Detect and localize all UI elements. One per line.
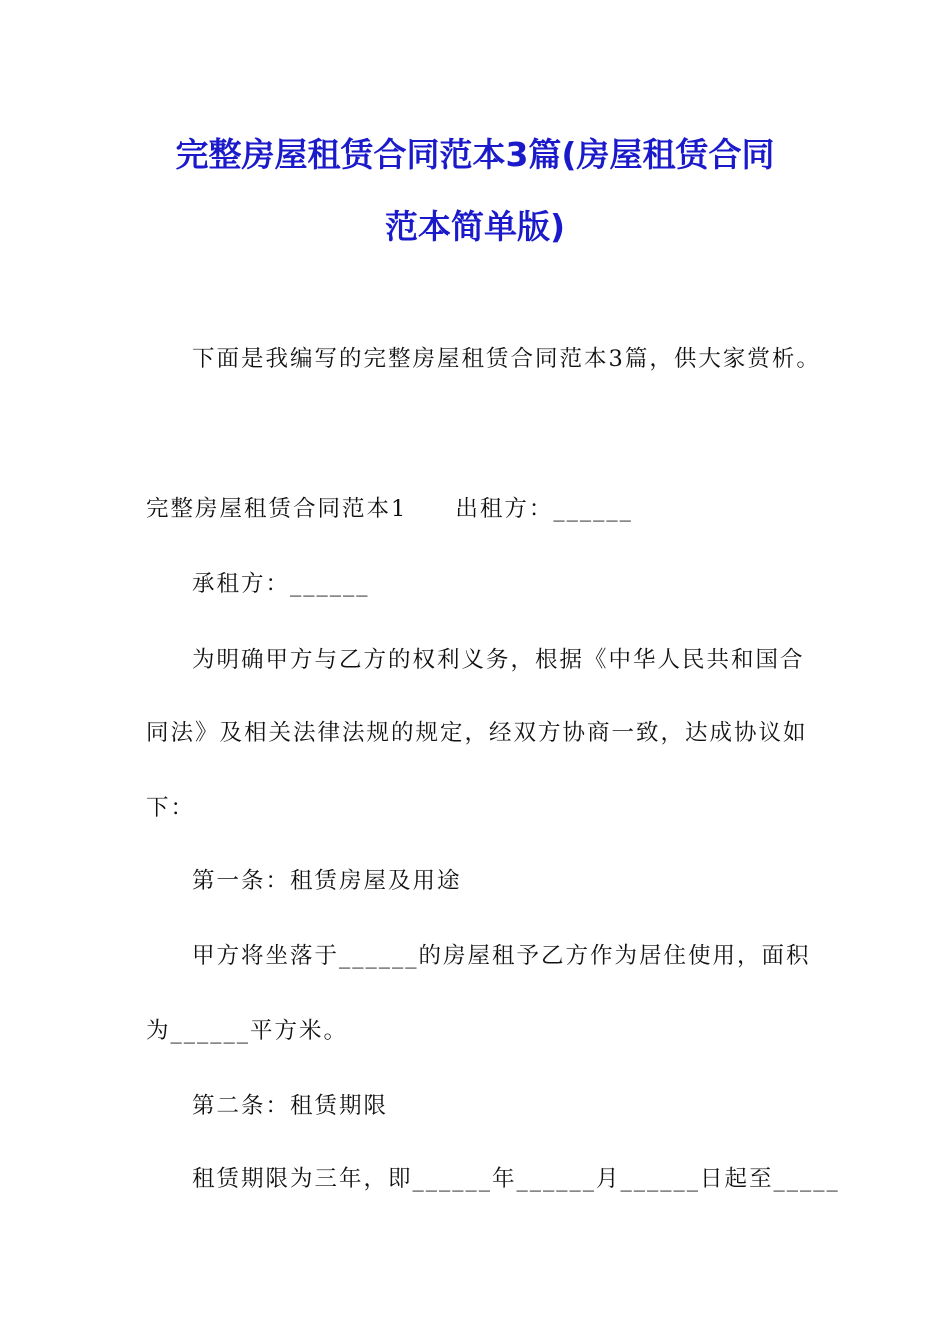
basis-paragraph-line-2: 同法》及相关法律法规的规定，经双方协商一致，达成协议如 [146, 720, 808, 746]
lessee-field: 承租方：______ [192, 571, 370, 597]
intro-paragraph: 下面是我编写的完整房屋租赁合同范本3篇，供大家赏析。 [192, 346, 821, 372]
sample1-header-line [146, 498, 633, 521]
lessor-field: 出租方：______ [455, 496, 633, 522]
article-1-title: 第一条：租赁房屋及用途 [192, 868, 462, 894]
article-2-line-1: 租赁期限为三年，即______年______月______日起至_____ [192, 1166, 840, 1192]
basis-paragraph-line-3: 下： [146, 795, 196, 821]
document-title-line-2: 范本简单版) [384, 207, 566, 246]
article-1-line-2: 为______平方米。 [146, 1018, 349, 1044]
article-2-title: 第二条：租赁期限 [192, 1093, 389, 1119]
basis-paragraph-line-1: 为明确甲方与乙方的权利义务，根据《中华人民共和国合 [192, 647, 805, 673]
sample1-heading: 完整房屋租赁合同范本1 [146, 496, 408, 522]
article-1-line-1: 甲方将坐落于______的房屋租予乙方作为居住使用，面积 [192, 943, 811, 969]
document-title-line-1: 完整房屋租赁合同范本3篇(房屋租赁合同 [175, 135, 775, 174]
